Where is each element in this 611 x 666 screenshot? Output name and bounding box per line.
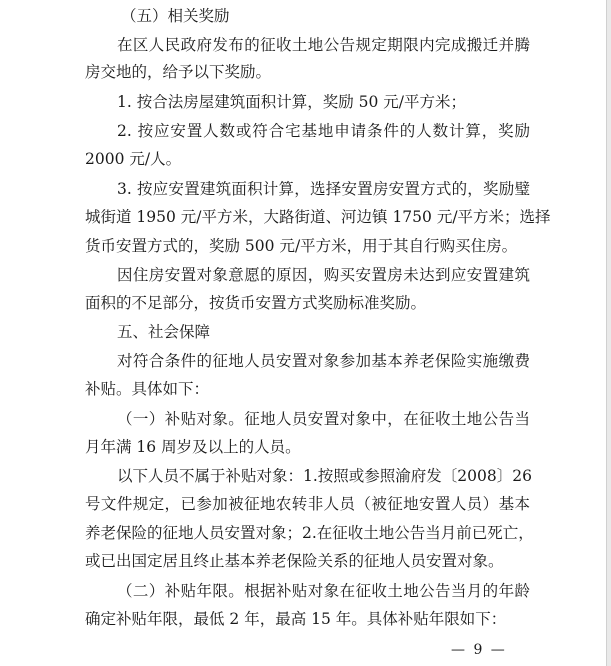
subsection-subsidy-years: （二）补贴年限。根据补贴对象在征收土地公告当月的年龄 — [117, 582, 530, 600]
list-item-1: 1. 按合法房屋建筑面积计算，奖励 50 元/平方米； — [117, 93, 467, 111]
subsection-subsidy-target: （一）补贴对象。征地人员安置对象中，在征收土地公告当 — [117, 410, 530, 428]
paragraph-line: 以下人员不属于补贴对象：1.按照或参照渝府发〔2008〕26 — [117, 467, 532, 485]
section-heading-rewards: （五）相关奖励 — [121, 7, 230, 25]
paragraph-line: 房交地的，给予以下奖励。 — [85, 63, 272, 81]
paragraph-line: 在区人民政府发布的征收土地公告规定期限内完成搬迁并腾 — [117, 36, 530, 54]
paragraph-line: 货币安置方式的，奖励 500 元/平方米，用于其自行购买住房。 — [85, 237, 518, 255]
paragraph-line: 确定补贴年限，最低 2 年，最高 15 年。具体补贴年限如下： — [85, 610, 507, 628]
page-number: — 9 — — [451, 642, 507, 658]
list-item-3: 3. 按应安置建筑面积计算，选择安置房安置方式的，奖励璧 — [117, 180, 530, 198]
paragraph-line: 号文件规定，已参加被征地农转非人员（被征地安置人员）基本 — [85, 495, 530, 513]
list-item-2: 2. 按应安置人数或符合宅基地申请条件的人数计算，奖励 — [117, 122, 530, 140]
paragraph-line: 城街道 1950 元/平方米，大路街道、河边镇 1750 元/平方米；选择 — [85, 208, 551, 226]
section-heading-social-security: 五、社会保障 — [117, 323, 211, 341]
paragraph-line: 月年满 16 周岁及以上的人员。 — [85, 438, 301, 456]
paragraph-line: 面积的不足部分，按货币安置方式奖励标准奖励。 — [85, 294, 427, 312]
paragraph-line: 养老保险的征地人员安置对象；2.在征收土地公告当月前已死亡， — [85, 524, 534, 542]
paragraph-line: 补贴。具体如下： — [85, 380, 210, 398]
paragraph-line: 2000 元/人。 — [85, 150, 182, 168]
paragraph-line: 或已出国定居且终止基本养老保险关系的征地人员安置对象。 — [85, 552, 504, 570]
paragraph-line: 因住房安置对象意愿的原因，购买安置房未达到应安置建筑 — [117, 266, 530, 284]
paragraph-line: 对符合条件的征地人员安置对象参加基本养老保险实施缴费 — [117, 352, 530, 370]
